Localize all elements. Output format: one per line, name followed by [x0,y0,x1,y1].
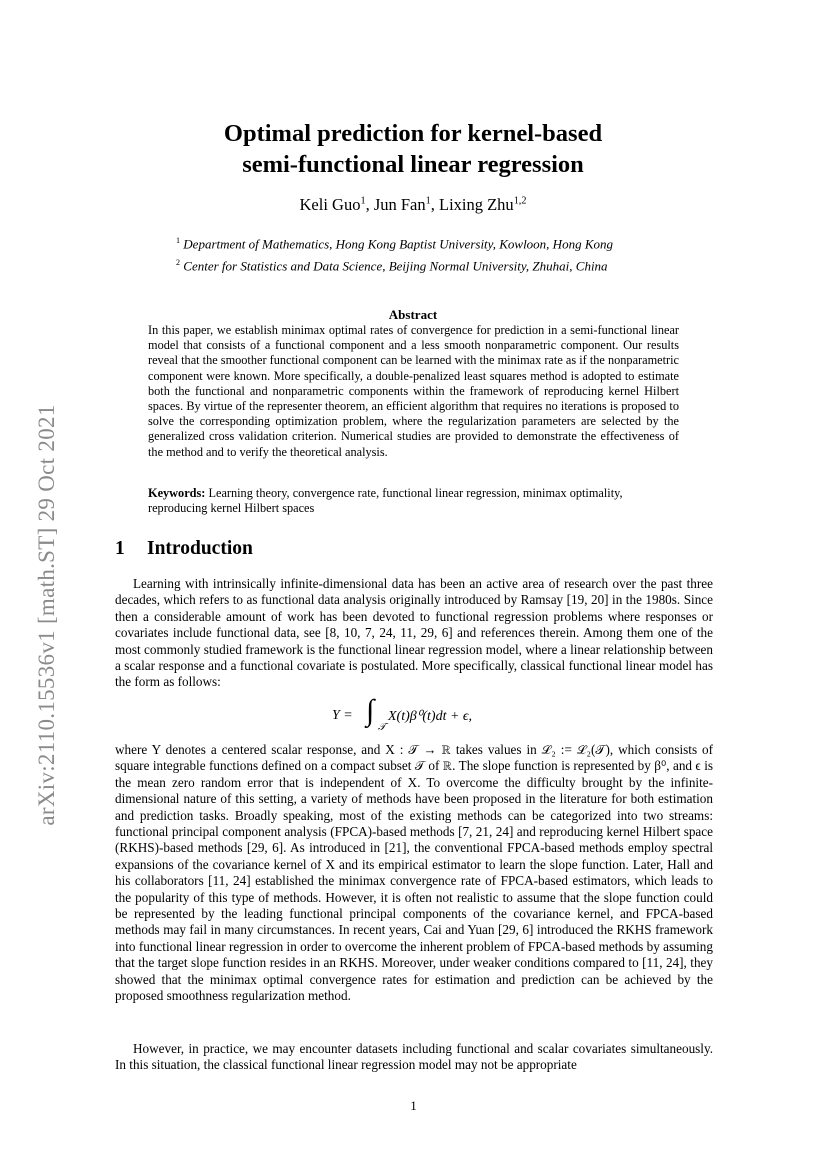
title-line-2: semi-functional linear regression [242,151,584,178]
arxiv-identifier: arXiv:2110.15536v1 [math.ST] 29 Oct 2021 [34,404,59,826]
title-line-1: Optimal prediction for kernel-based [223,120,603,147]
section-heading [115,538,253,560]
author-name: Keli Guo [299,195,361,214]
affiliation-mark: 1 [176,236,181,245]
equation-body: X(t)β⁰(t)dt + ϵ, [388,709,473,724]
intro-paragraph-1: Learning with intrinsically infinite-dimensional data has been an active area of research over the past three decades, which refers to as functional data analysis originally introduced by Ramsay [19, 20] in the 1980s. Since then a considerable amount of work has been devoted to functional regression problems where responses or covariates include functional data, see [8, 10, 7, 24, 11, 29, 6] and references therein. Among them one of the most commonly studied framework is the functional linear regression model, where a linear relationship between a scalar response and a functional covariate is postulated. More specifically, classical functional linear model has the form as follows: [115,576,713,690]
section-number: 1 [115,538,125,559]
affiliation-text: Department of Mathematics, Hong Kong Baptist University, Kowloon, Hong Kong [183,236,613,252]
functional-linear-model-equation [330,694,530,738]
affiliation-2 [176,258,696,274]
integral-domain: 𝒯 [378,722,386,733]
affiliation-text: Center for Statistics and Data Science, Beijing Normal University, Zhuhai, China [183,258,608,274]
author-name: Jun Fan [373,195,426,214]
keywords-list: Learning theory, convergence rate, functional linear regression, minimax optimality, reproducing kernel Hilbert spaces [148,486,623,516]
author-name: Lixing Zhu [438,195,514,214]
paper-title [140,118,686,180]
keywords-label: Keywords: [148,486,206,500]
abstract-body: In this paper, we establish minimax optimal rates of convergence for prediction in a semi-functional linear model that consists of a functional component and a less smooth nonparametric component. Our results reveal that the smoother functional component can be learned with the minimax rate as if the nonparametric component were known. More specifically, a double-penalized least squares method is adopted to estimate both the functional and nonparametric components within the framework of reproducing kernel Hilbert spaces. By virtue of the representer theorem, an efficient algorithm that requires no iterations is proposed to solve the corresponding optimization problem, where the regularization parameters are selected by the generalized cross validation criterion. Numerical studies are provided to demonstrate the effectiveness of the method and to verify the theoretical analysis. [148,323,679,459]
author-list: Keli Guo$^1$, Jun Fan$^1$, Lixing Zhu$^{1,2}$ [299,195,527,214]
author-affiliation-mark: 1 [425,195,431,207]
affiliation-1 [176,236,696,252]
abstract-heading: Abstract [388,307,438,322]
keywords [148,486,679,516]
author-affiliation-mark: 1 [360,195,366,207]
affiliation-mark: 2 [176,258,181,267]
intro-paragraph-2: where Y denotes a centered scalar response, and X : 𝒯 → ℝ takes values in ℒ₂ := ℒ₂(𝒯), which consists of square integrable functions defined on a compact subset 𝒯 of ℝ. The slope function is represented by β⁰, and ϵ is the mean zero random error that is independent of X. To overcome the difficulty brought by the infinite-dimensional nature of this setting, a variety of methods have been proposed in the literature for both estimation and prediction tasks. Broadly speaking, most of the existing methods can be categorized into two streams: functional principal component analysis (FPCA)-based methods [7, 21, 24] and reproducing kernel Hilbert space (RKHS)-based methods [29, 6]. As introduced in [21], the conventional FPCA-based methods employ spectral expansions of the covariance kernel of X and its empirical estimator to learn the slope function. Later, Hall and his collaborators [11, 24] established the minimax convergence rate of FPCA-based estimators, which leads to the popularity of this type of methods. However, it is often not realistic to assume that the slope function could be represented by the leading functional principal components of the covariance kernel, and FPCA-based methods may fail in many circumstances. In recent years, Cai and Yuan [29, 6] introduced the RKHS framework into functional linear regression in order to overcome the inherent problem of FPCA-based methods by assuming that the target slope function resides in an RKHS. Moreover, under weaker conditions compared to [11, 24], they showed that the minimax optimal convergence rates for estimation and prediction can be achieved by the proposed smoothness regularization method. [115,742,713,1004]
integral-symbol: ∫ [366,694,375,727]
intro-paragraph-3: However, in practice, we may encounter datasets including functional and scalar covariates simultaneously. In this situation, the classical functional linear regression model may not be appropriate [115,1041,713,1073]
author-affiliation-mark: 1,2 [513,195,527,207]
equation-lhs: Y = [332,708,353,723]
page-number: 1 [410,1098,417,1113]
section-title: Introduction [147,538,253,559]
arxiv-identifier-sidebar [20,350,74,880]
